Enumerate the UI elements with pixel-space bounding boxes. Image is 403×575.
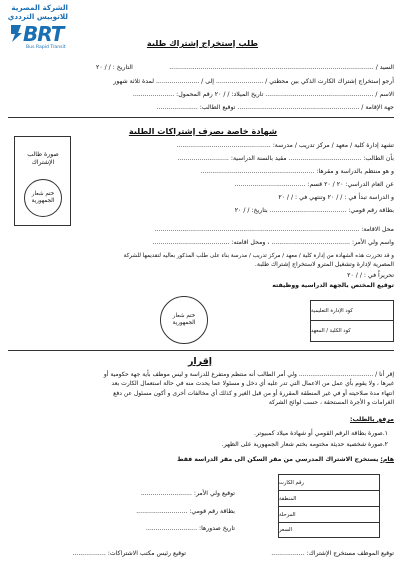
- attachment-item-2: ٢.صورة شخصية حديثة مختومه بختم شعار الجمهورية على الظهر.: [221, 441, 388, 448]
- bus-icon: [8, 23, 24, 43]
- national-id-field[interactable]: بطاقة رقم قومي: ..........................: [136, 508, 235, 515]
- cert-line-guardian[interactable]: واسم ولي الأمر: ........................................ ، ومحل اقامته: .......................................: [152, 239, 394, 246]
- office-label-price: السعر: [279, 527, 293, 533]
- declaration-title: إقرار: [187, 356, 213, 367]
- code-label-college: كود الكلية / المعهد: [311, 328, 351, 334]
- declaration-paragraph: [8, 370, 394, 408]
- cert-line-institution[interactable]: تشهد إدارة كلية / معهد / مركز تدريب / مدرسة: ................................................: [176, 142, 394, 149]
- cert-line-written-on[interactable]: تحريراً في : / / ٢٠: [347, 272, 394, 279]
- declaration-line-4: الغرامات و الأجرة المستحقة ، حسب لوائح الشركة: [268, 399, 394, 407]
- section-divider: [8, 117, 394, 118]
- code-cell-education-admin[interactable]: [310, 300, 394, 321]
- important-label: هام:: [380, 456, 394, 463]
- code-label-education-admin: كود الإدارة التعليمية: [311, 307, 353, 314]
- office-cell-price[interactable]: [278, 522, 380, 538]
- office-cell-card-number[interactable]: [278, 474, 380, 491]
- attachments-title: مرفق بالطلب:: [349, 416, 394, 423]
- office-label-zone: المنطقة: [279, 495, 297, 502]
- cert-line-study-dates[interactable]: و الدراسة تبدأ في : / / ٢٠ وتنتهي في : / / ٢٠: [278, 194, 394, 201]
- cert-line-address[interactable]: محل الاقامة: ........................................................................................................: [154, 226, 394, 233]
- company-logo: [6, 4, 96, 62]
- issue-date-field[interactable]: تاريخ صدورها: ..........................: [145, 525, 235, 532]
- office-cell-zone[interactable]: [278, 490, 380, 507]
- declaration-line-1[interactable]: إقر أنا / ....................................... ولي أمر الطالب أنه منتظم ومتفرغ للدراسة و ليس موظف بأية جهة حكومية أو: [103, 371, 394, 378]
- republic-stamp-label: ختم شعار الجمهورية: [172, 313, 196, 326]
- declaration-line-3: انتهاء مدة صلاحيته أو في غير المنطقة المقررة أو من قبل الغير و كذلك أي مخالفات أخرى و أكون مسئول عن دفع: [113, 389, 394, 397]
- code-cell-college[interactable]: [310, 320, 394, 342]
- cert-line-academic-year[interactable]: عن العام الدراسي: ٢٠ / ٢٠ قسم: ....................................: [234, 181, 394, 188]
- cert-line-student[interactable]: بأن الطالب: ..................................... مقيد بالسنة الدراسية: ..........................: [177, 155, 394, 162]
- guardian-signature-field[interactable]: توقيع ولي الأمر: ..........................: [140, 490, 235, 497]
- office-cell-stage[interactable]: [278, 506, 380, 523]
- office-use-table: [278, 474, 380, 538]
- important-note: [8, 456, 394, 464]
- student-photo-box[interactable]: [14, 136, 71, 226]
- applicant-field[interactable]: السيد / ........................................................................................................: [169, 64, 394, 71]
- logo-name-line2: للاتوبيس الترددي: [7, 12, 68, 21]
- authority-signature-label[interactable]: توقيع المختص بالجهة الدراسية ووظيفته: [272, 282, 394, 289]
- office-label-card-number: رقم الكارت: [279, 479, 304, 486]
- logo-name-line1: الشركة المصرية: [11, 3, 68, 12]
- photo-stamp-label: ختم شعار الجمهورية: [31, 191, 55, 204]
- photo-stamp: [24, 179, 62, 217]
- cert-line-location[interactable]: و هو منتظم بالدراسة و مقرها: ..........................................................: [200, 168, 394, 175]
- residence-signature-field[interactable]: جهة الإقامة / .............................................................. توقيع الطالب: .....................: [156, 104, 394, 111]
- cert-line-national-id[interactable]: بطاقة رقم قومي: ....................................... بتاريخ: / / ٢٠: [234, 207, 394, 214]
- code-table: [310, 300, 394, 342]
- office-head-signature-field[interactable]: توقيع رئيس مكتب الاشتراكات: .................: [72, 550, 186, 557]
- name-birth-mobile-field[interactable]: الاسم / ....................................................... تاريخ الميلاد: / / ٢٠ رقم المحمول: .....................: [132, 91, 394, 98]
- section-divider: [8, 350, 394, 351]
- certificate-title: شهادة خاصة بصرف إشتراكات الطلبة: [128, 126, 278, 136]
- logo-subtitle: Bus Rapid Transit: [26, 45, 66, 50]
- route-request-field[interactable]: أرجو إستخراج إشتراك الكارت الذكي بين محطتي / ........................ إلى / ...................... لمدة ثلاثة شهور: [113, 78, 394, 85]
- office-label-stage: المرحلة: [279, 511, 296, 518]
- republic-stamp: [160, 296, 208, 344]
- declaration-line-2: غيرها ، ولا يقوم بأي عمل من الاعمال التي تدر عليه أي دخل و مسئولا عما يحدث منه في حالة استعمال الكارت بعد: [111, 380, 394, 388]
- cert-line-issued-note-1: و قد تحررت هذه الشهادة من إدارة كلية / معهد / مركز تدريب / مدرسة بناء على طلب المذكور بعاليه لتقديمها للشركة: [123, 253, 394, 259]
- photo-label: صورة طالب الإشتراك: [27, 151, 59, 166]
- important-text: يستخرج الاشتراك المدرسي من مقر السكن الى مقر الدراسة فقط: [177, 456, 379, 463]
- request-form-title: طلب إستخراج إشتراك طلبة: [146, 38, 259, 48]
- logo-brt: BRT: [23, 22, 64, 46]
- date-field[interactable]: التاريخ : / / ٢٠: [96, 64, 133, 71]
- issuer-signature-field[interactable]: توقيع الموظف مستخرج الإشتراك: .................: [271, 550, 394, 557]
- attachment-item-1: ١.صورة بطاقة الرقم القومي أو شهادة ميلاد كمبيوتر.: [253, 430, 388, 437]
- cert-line-issued-note-2: المصرية لإدارة وتشغيل المترو لاستخراج إشتراك طلبة.: [254, 261, 394, 268]
